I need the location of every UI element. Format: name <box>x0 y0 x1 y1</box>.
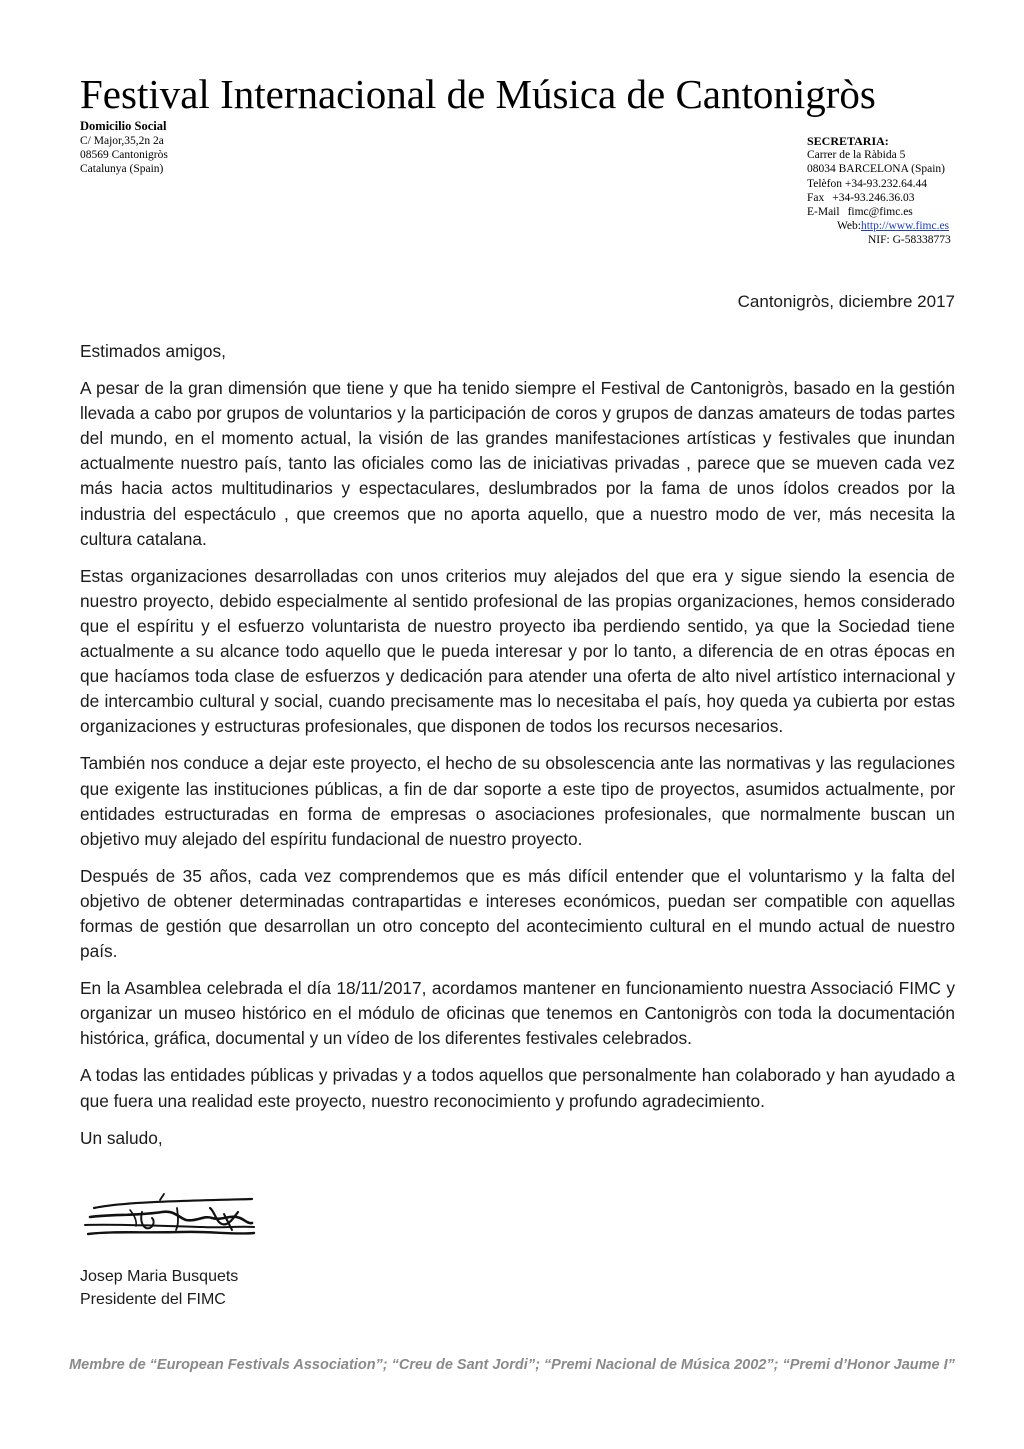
greeting: Estimados amigos, <box>80 341 226 361</box>
email-label: E-Mail <box>807 206 840 219</box>
letter-body <box>80 339 955 1151</box>
letterhead-title: Festival Internacional de Música de Cantonigròs <box>80 71 876 117</box>
body-paragraph: En la Asamblea celebrada el día 18/11/2017, acordamos mantener en funcionamiento nuestra Associació FIMC y organizar un museo histórico en el módulo de oficinas que tenemos en Cantonigròs con toda la documentación histórica, gráfica, documental y un vídeo de los diferentes festivales celebrados. <box>80 978 955 1049</box>
fax-number: +34-93.246.36.03 <box>832 191 915 204</box>
secretaria-nif: NIF: G-58338773 <box>868 234 951 247</box>
body-paragraph: También nos conduce a dejar este proyecto, el hecho de su obsolescencia ante las normativas y las regulaciones que exigente las instituciones públicas, a fin de dar soporte a este tipo de proyectos, asumidos actualmente, por entidades estructuradas en forma de empresas o asociaciones profesionales, que normalmente buscan un objetivo muy alejado del espíritu fundacional de nuestro proyecto. <box>80 753 955 849</box>
domicilio-line: C/ Major,35,2n 2a <box>80 135 164 147</box>
footer-memberships: Membre de “European Festivals Association”; “Creu de Sant Jordi”; “Premi Nacional de Música 2002”; “Premi d’Honor Jaume I” <box>69 1357 955 1373</box>
email-address[interactable]: fimc@fimc.es <box>847 206 913 219</box>
closing: Un saludo, <box>80 1127 163 1148</box>
body-paragraph: A todas las entidades públicas y privadas y a todos aquellos que personalmente han colaborado y han ayudado a que fuera una realidad este proyecto, nuestro reconocimiento y profundo agradecimiento. <box>80 1065 955 1111</box>
secretaria-fax-row <box>807 191 1007 205</box>
signer-name: Josep Maria Busquets <box>80 1268 239 1285</box>
signer-block <box>80 1265 238 1311</box>
secretaria-web-row <box>807 219 1007 233</box>
secretaria-street: Carrer de la Ràbida 5 <box>807 149 906 162</box>
domicilio-line: Catalunya (Spain) <box>80 163 164 176</box>
body-paragraph: Después de 35 años, cada vez comprendemos que es más difícil entender que el voluntarismo y la falta del objetivo de obtener determinadas contrapartidas e intereses económicos, puedan ser compatible con aquellas formas de gestión que desarrollan un otro concepto del acontecimiento cultural en el mundo actual de nuestro país. <box>80 865 955 962</box>
secretaria-city: 08034 BARCELONA (Spain) <box>807 163 945 176</box>
domicilio-address-block <box>80 118 380 177</box>
signer-title: Presidente del FIMC <box>80 1291 226 1308</box>
secretaria-heading: SECRETARIA: <box>807 134 889 148</box>
letter-date: Cantonigròs, diciembre 2017 <box>737 292 955 311</box>
fax-label: Fax <box>807 191 825 204</box>
phone-label: Telèfon <box>807 177 842 190</box>
secretaria-address-block <box>807 134 1007 248</box>
website-link[interactable]: http://www.fimc.es <box>860 220 950 233</box>
secretaria-email-row <box>807 205 1007 219</box>
body-paragraph: Estas organizaciones desarrolladas con unos criterios muy alejados del que era y sigue siendo la esencia de nuestro proyecto, debido especialmente al sentido profesional de las propias organizaciones, hemos considerado que el espíritu y el esfuerzo voluntarista de nuestro proyecto iba perdiendo sentido, ya que la Sociedad tiene actualmente a su alcance todo aquello que le pueda interesar y por lo tanto, a diferencia de en otras épocas en que hacíamos toda clase de esfuerzos y dedicación para atender una oferta de alto nivel artístico internacional y de intercambio cultural y social, cuando precisamente mas lo necesitaba el país, hoy queda ya cubierta por estas organizaciones y estructuras profesionales, que disponen de todos los recursos necesarios. <box>80 565 955 737</box>
phone-number: +34-93.232.64.44 <box>844 177 928 190</box>
web-label: Web: <box>837 220 861 233</box>
handwritten-signature <box>82 1190 257 1250</box>
domicilio-heading: Domicilio Social <box>80 119 167 133</box>
domicilio-line: 08569 Cantonigròs <box>80 149 168 162</box>
body-paragraph: A pesar de la gran dimensión que tiene y que ha tenido siempre el Festival de Cantonigròs, basado en la gestión llevada a cabo por grupos de voluntarios y la participación de coros y grupos de danzas amateurs de todas partes del mundo, en el momento actual, la visión de las grandes manifestaciones artísticas y festivales que inundan actualmente nuestro país, tanto las oficiales como las de iniciativas privadas , parece que se mueven cada vez más hacia actos multitudinarios y espectaculares, deslumbrados por la fama de unos ídolos creados por la industria del espectáculo , que creemos que no aporta aquello, que a nuestro modo de ver, más necesita la cultura catalana. <box>80 378 955 549</box>
secretaria-phone-row <box>807 177 1007 191</box>
